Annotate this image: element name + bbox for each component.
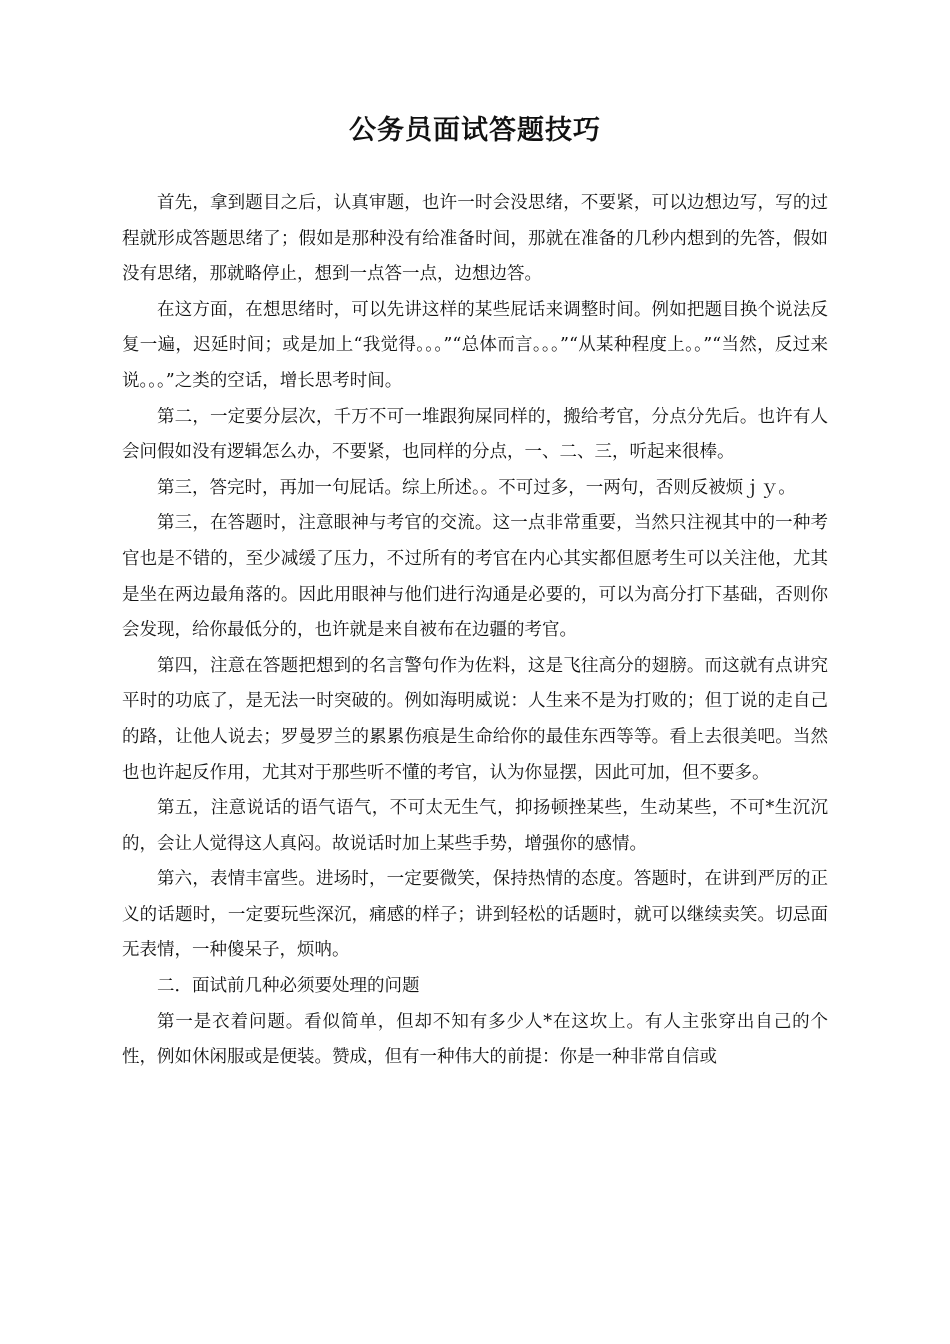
paragraph: 第二，一定要分层次，千万不可一堆跟狗屎同样的，搬给考官，分点分先后。也许有人会问假如没有逻辑怎么办，不要紧，也同样的分点，一、二、三，听起来很棒。	[122, 406, 828, 463]
paragraph: 第三，答完时，再加一句屁话。综上所述。。不可过多，一两句，否则反被烦ｊｙ。	[157, 477, 796, 498]
paragraph: 第五，注意说话的语气语气，不可太无生气，抑扬顿挫某些，生动某些，不可*生沉沉的，会让人觉得这人真闷。故说话时加上某些手势，增强你的感情。	[122, 798, 828, 854]
paragraph: 在这方面，在想思绪时，可以先讲这样的某些屁话来调整时间。例如把题目换个说法反复一遍，迟延时间；或是加上“我觉得。。。”“总体而言。。。”“从某种程度上。。”“当然，反过来说。。。”之类的空话，增长思考时间。	[122, 299, 828, 391]
document-title: 公务员面试答题技巧	[349, 115, 601, 146]
section-heading: 二．面试前几种必须要处理的问题	[157, 976, 420, 997]
paragraph: 第四，注意在答题把想到的名言警句作为佐料，这是飞往高分的翅膀。而这就有点讲究平时的功底了，是无法一时突破的。例如海明威说：人生来不是为打败的；但丁说的走自己的路，让他人说去；罗曼罗兰的累累伤痕是生命给你的最佳东西等等。看上去很美吧。当然也也许起反作用，尤其对于那些听不懂的考官，认为你显摆，因此可加，但不要多。	[122, 655, 828, 783]
document-body	[122, 186, 828, 1076]
paragraph: 第一是衣着问题。看似简单，但却不知有多少人*在这坎上。有人主张穿出自己的个性，例如休闲服或是便装。赞成，但有一种伟大的前提：你是一种非常自信或	[122, 1011, 828, 1068]
paragraph: 第三，在答题时，注意眼神与考官的交流。这一点非常重要，当然只注视其中的一种考官也是不错的，至少减缓了压力，不过所有的考官在内心其实都但愿考生可以关注他，尤其是坐在两边最角落的。因此用眼神与他们进行沟通是必要的，可以为高分打下基础，否则你会发现，给你最低分的，也许就是来自被布在边疆的考官。	[122, 513, 828, 641]
paragraph: 首先，拿到题目之后，认真审题，也许一时会没思绪，不要紧，可以边想边写，写的过程就形成答题思绪了；假如是那种没有给准备时间，那就在准备的几秒内想到的先答，假如没有思绪，那就略停止，想到一点答一点，边想边答。	[122, 193, 828, 285]
paragraph: 第六，表情丰富些。进场时，一定要微笑，保持热情的态度。答题时，在讲到严厉的正义的话题时，一定要玩些深沉，痛感的样子；讲到轻松的话题时，就可以继续卖笑。切忌面无表情，一种傻呆子，烦呐。	[122, 869, 828, 961]
